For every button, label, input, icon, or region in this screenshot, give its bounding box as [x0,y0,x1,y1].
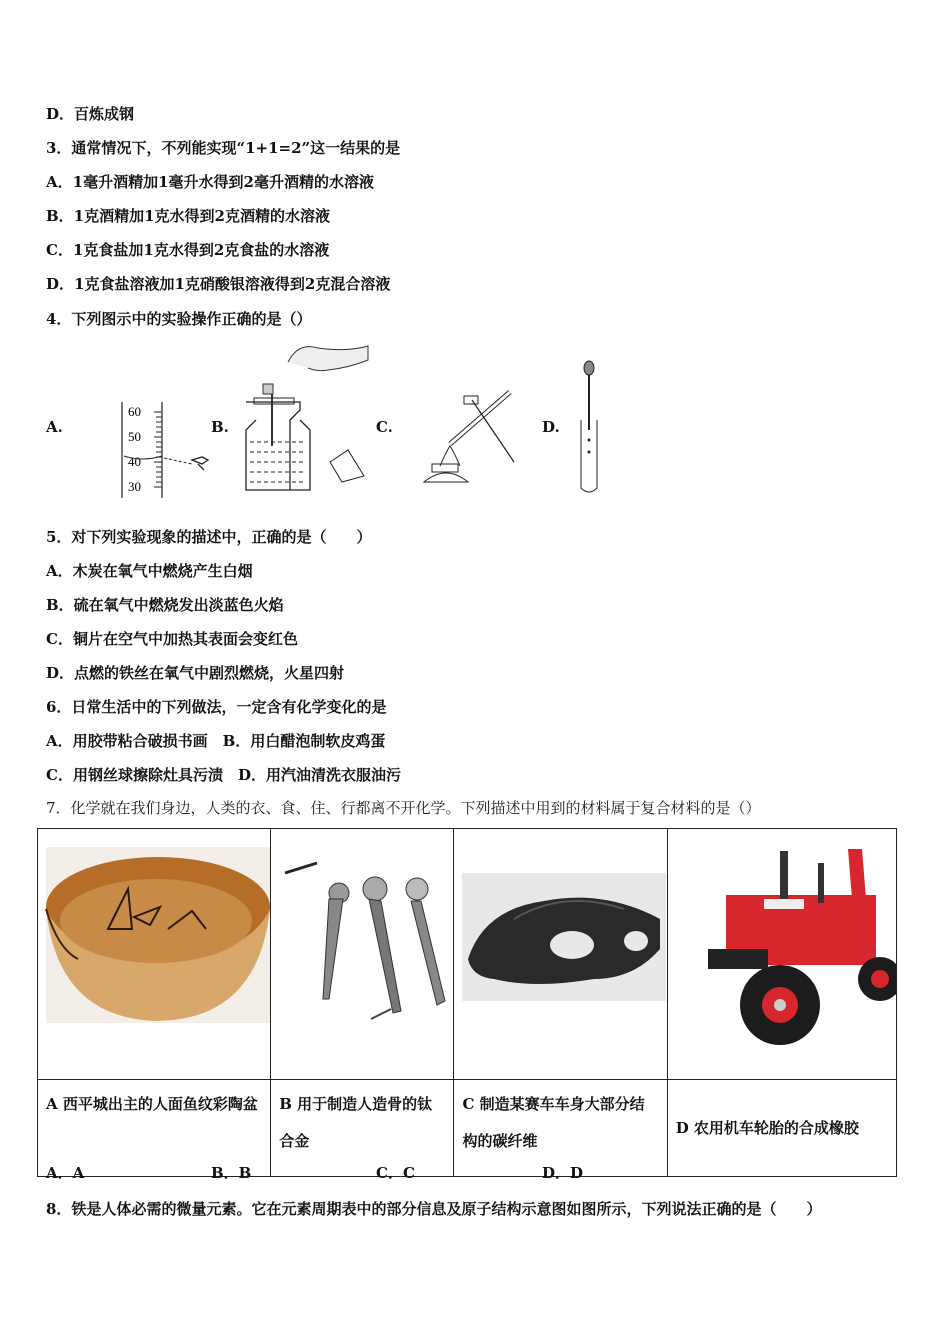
test-tube-heating-figure [402,384,532,494]
q6-options-cd: C．用钢丝球擦除灶具污渍 D．用汽油清洗衣服油污 [46,766,401,784]
q7-option-c: C．C [376,1164,415,1182]
q5-option-a: A．木炭在氧气中燃烧产生白烟 [46,562,253,580]
q3-option-b: B．1克酒精加1克水得到2克酒精的水溶液 [46,207,330,225]
q3-option-a: A．1毫升酒精加1毫升水得到2毫升酒精的水溶液 [46,173,374,191]
q3-option-d: D．1克食盐溶液加1克硝酸银溶液得到2克混合溶液 [46,275,391,293]
dropper-figure [571,360,611,495]
q7-option-a: A．A [46,1164,85,1182]
race-car-body-image [454,829,666,1075]
caption-c: C 制造某赛车车身大部分结构的碳纤维 [454,1080,667,1177]
q2-option-d: D．百炼成钢 [46,105,135,123]
q5-option-b: B．硫在氧气中燃烧发出淡蓝色火焰 [46,596,284,614]
q8-stem: 8．铁是人体必需的微量元素。它在元素周期表中的部分信息及原子结构示意图如图所示，下列说法正确的是（ ） [46,1200,822,1218]
q5-stem: 5．对下列实验现象的描述中，正确的是（ ） [46,528,372,546]
q4-label-b: B. [211,418,229,436]
carbon-fiber-image-cell [454,829,667,1080]
q3-stem: 3．通常情况下，不列能实现“1+1=2”这一结果的是 [46,139,401,157]
eye-icon [192,457,208,470]
caption-d: D 农用机车轮胎的合成橡胶 [667,1080,896,1177]
q7-option-d: D．D [542,1164,584,1182]
q7-option-b: B．B [211,1164,252,1182]
q6-options-ab: A．用胶带粘合破损书画 B．用白醋泡制软皮鸡蛋 [46,732,386,750]
q3-option-c: C．1克食盐加1克水得到2克食盐的水溶液 [46,241,330,259]
tick-label: 60 [128,404,141,419]
rubber-tire-image-cell [667,829,896,1080]
q6-stem: 6．日常生活中的下列做法，一定含有化学变化的是 [46,698,387,716]
graduated-cylinder-figure [84,400,214,500]
tractor-image [668,829,896,1075]
q7-materials-table [37,828,897,1177]
caption-a: A 西平城出主的人面鱼纹彩陶盆 [38,1080,271,1177]
q4-figures [46,400,646,500]
q5-option-c: C．铜片在空气中加热其表面会变红色 [46,630,298,648]
bottle-pouring-figure [238,342,378,492]
tick-label: 30 [128,479,141,494]
q5-option-d: D．点燃的铁丝在氧气中剧烈燃烧，火星四射 [46,664,345,682]
q7-stem: 7．化学就在我们身边，人类的衣、食、住、行都离不开化学。下列描述中用到的材料属于复合材料的是（） [46,799,761,817]
artificial-hip-joints-image [271,829,453,1075]
q4-label-d: D. [542,418,560,436]
pottery-basin-image [38,829,270,1075]
pottery-image-cell [38,829,271,1080]
tick-label: 40 [128,454,141,469]
q4-stem: 4．下列图示中的实验操作正确的是（） [46,310,312,328]
q4-label-c: C. [376,418,393,436]
q4-label-a: A. [46,418,63,436]
caption-b: B 用于制造人造骨的钛合金 [271,1080,454,1177]
tick-label: 50 [128,429,141,444]
titanium-alloy-image-cell [271,829,454,1080]
